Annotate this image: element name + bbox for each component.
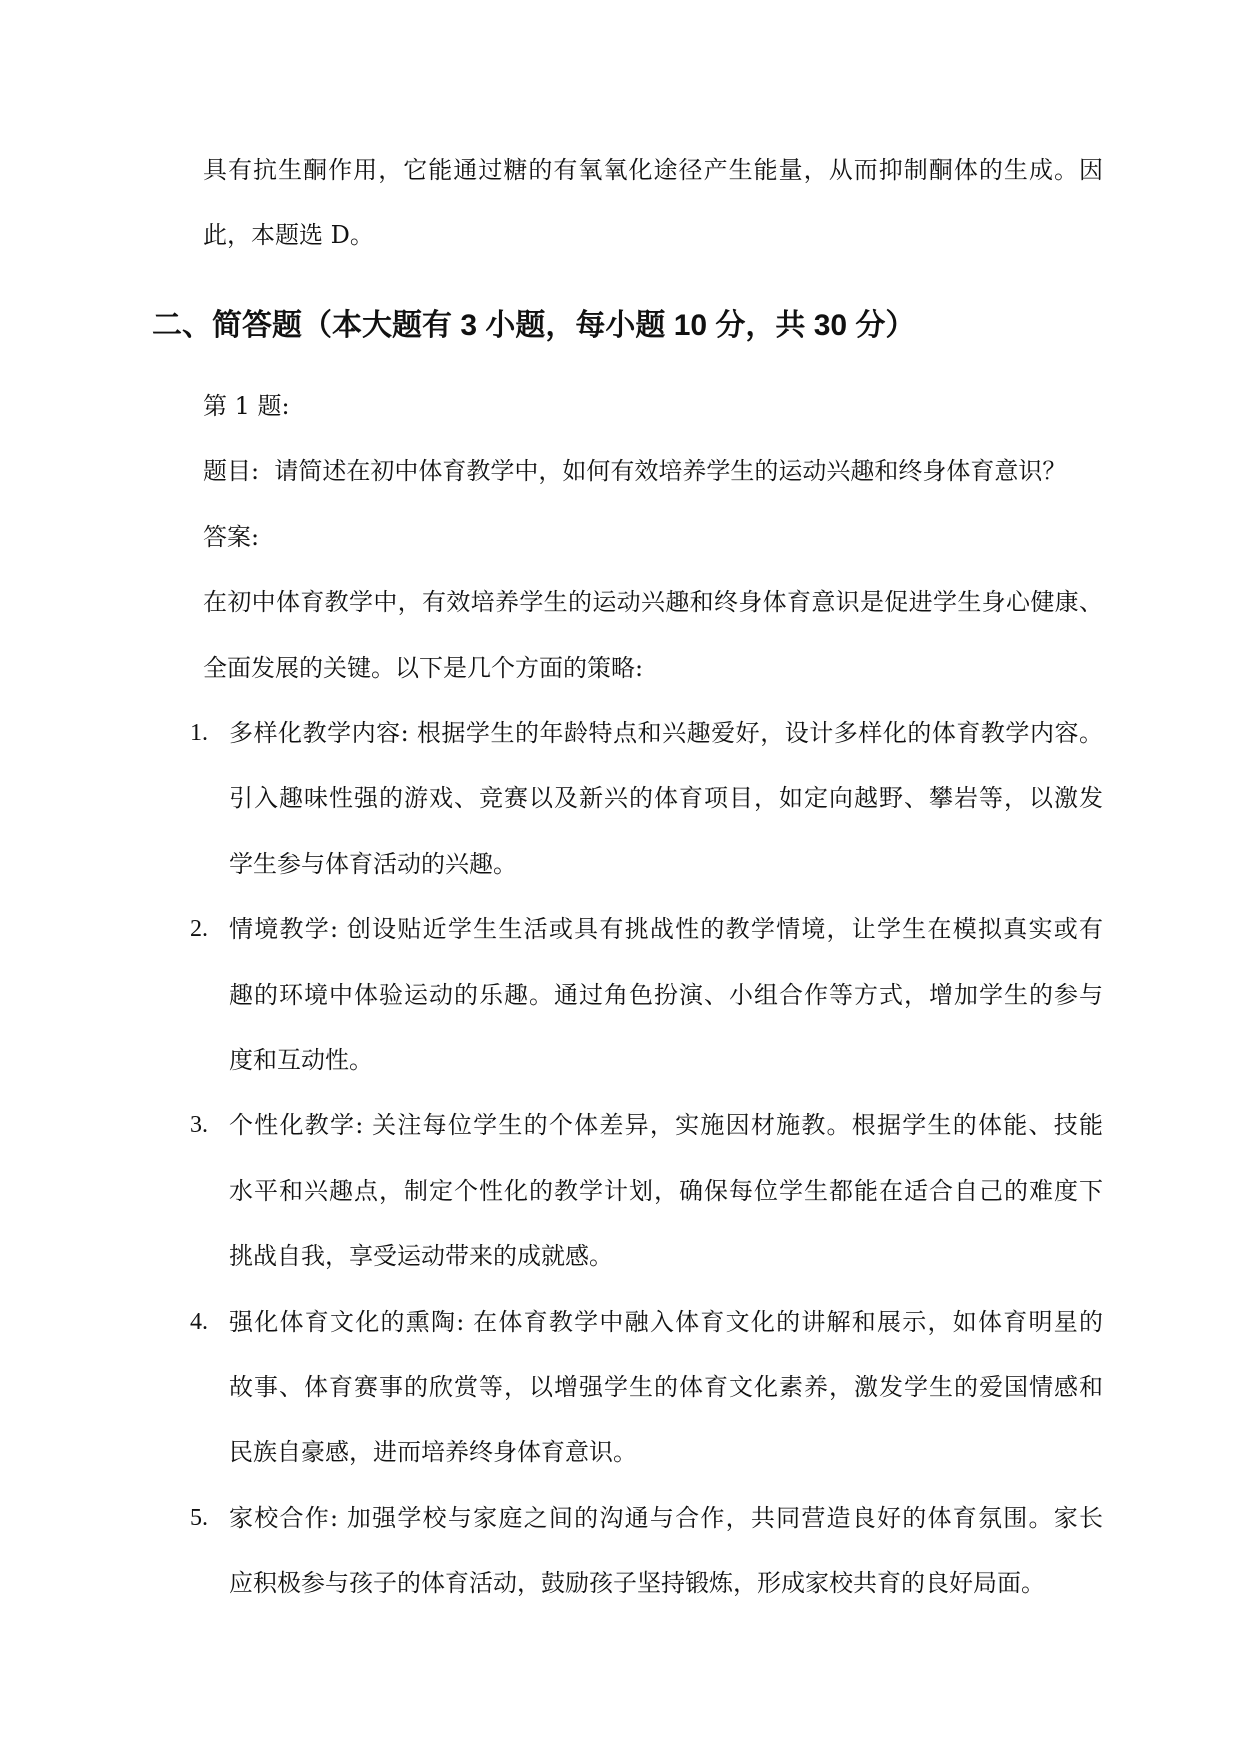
strategy-line: 应积极参与孩子的体育活动，鼓励孩子坚持锻炼，形成家校共育的良好局面。 (229, 1569, 1045, 1598)
strategy-number: 2. (190, 916, 208, 943)
page-content (0, 138, 1241, 1617)
strategy-line: 民族自豪感，进而培养终身体育意识。 (229, 1438, 637, 1467)
strategy-line: 多样化教学内容: 根据学生的年龄特点和兴趣爱好，设计多样化的体育教学内容。 (229, 719, 1103, 748)
strategy-number: 5. (190, 1504, 208, 1531)
answer-intro-line: 全面发展的关键。以下是几个方面的策略: (203, 653, 644, 682)
strategy-item (0, 1093, 1241, 1289)
answer-label: 答案: (203, 522, 260, 551)
strategy-list (0, 701, 1241, 1616)
question-number: 第 1 题: (203, 392, 290, 421)
section-heading: 二、简答题（本大题有 3 小题，每小题 10 分，共 30 分） (152, 308, 916, 342)
answer-intro-line: 在初中体育教学中，有效培养学生的运动兴趣和终身体育意识是促进学生身心健康、 (203, 588, 1103, 617)
strategy-line: 水平和兴趣点，制定个性化的教学计划，确保每位学生都能在适合自己的难度下 (229, 1176, 1103, 1205)
strategy-line: 强化体育文化的熏陶: 在体育教学中融入体育文化的讲解和展示，如体育明星的 (229, 1307, 1103, 1336)
strategy-line: 个性化教学: 关注每位学生的个体差异，实施因材施教。根据学生的体能、技能 (229, 1111, 1103, 1140)
strategy-line: 情境教学: 创设贴近学生生活或具有挑战性的教学情境，让学生在模拟真实或有 (229, 915, 1103, 944)
strategy-number: 4. (190, 1308, 208, 1335)
strategy-line: 引入趣味性强的游戏、竞赛以及新兴的体育项目，如定向越野、攀岩等，以激发 (229, 784, 1103, 813)
strategy-item (0, 1290, 1241, 1486)
question-block (0, 374, 1241, 1616)
strategy-line: 学生参与体育活动的兴趣。 (229, 849, 517, 878)
strategy-line: 度和互动性。 (229, 1045, 373, 1074)
strategy-line: 家校合作: 加强学校与家庭之间的沟通与合作，共同营造良好的体育氛围。家长 (229, 1503, 1103, 1532)
strategy-line: 挑战自我，享受运动带来的成就感。 (229, 1242, 613, 1271)
strategy-item (0, 701, 1241, 897)
explanation-line: 具有抗生酮作用，它能通过糖的有氧氧化途径产生能量，从而抑制酮体的生成。因 (203, 156, 1103, 184)
strategy-number: 1. (190, 720, 208, 747)
strategy-line: 故事、体育赛事的欣赏等，以增强学生的体育文化素养，激发学生的爱国情感和 (229, 1372, 1103, 1401)
strategy-item (0, 897, 1241, 1093)
previous-answer-explanation (0, 138, 1241, 269)
strategy-line: 趣的环境中体验运动的乐趣。通过角色扮演、小组合作等方式，增加学生的参与 (229, 980, 1103, 1009)
explanation-line: 此，本题选 D。 (203, 221, 374, 250)
strategy-number: 3. (190, 1112, 208, 1139)
strategy-item (0, 1486, 1241, 1617)
question-prompt: 题目: 请简述在初中体育教学中，如何有效培养学生的运动兴趣和终身体育意识？ (203, 457, 1067, 486)
